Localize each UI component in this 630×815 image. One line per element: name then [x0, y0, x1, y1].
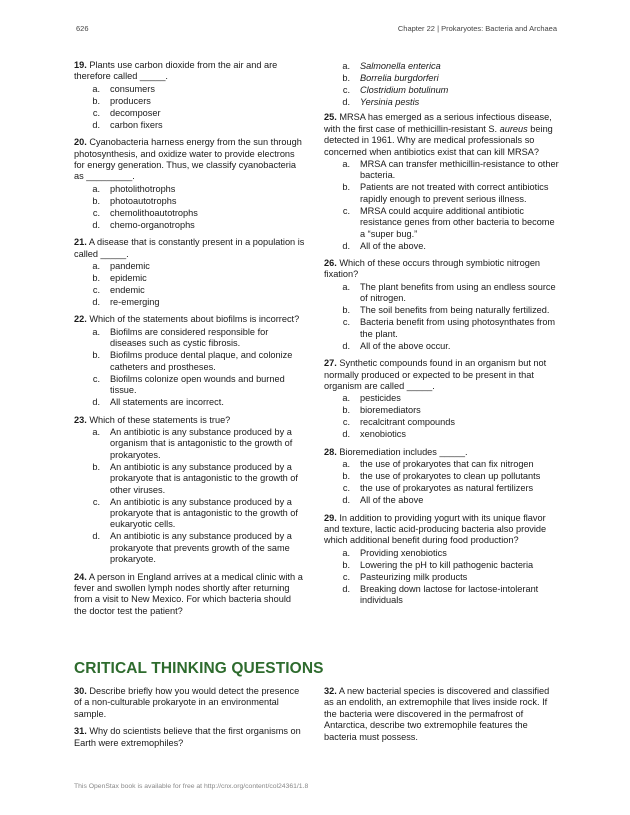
answer-option [324, 85, 560, 96]
question-stem [324, 513, 560, 547]
question-20 [74, 137, 306, 231]
answer-option [324, 471, 560, 482]
answer-option [324, 572, 560, 583]
page-number: 626 [76, 24, 89, 33]
answer-option [74, 96, 306, 107]
option-letter: b. [342, 305, 350, 316]
question-stem [324, 686, 560, 743]
answer-option [324, 393, 560, 404]
question-number: 28. [324, 446, 337, 457]
option-text: Biofilms produce dental plaque, and colonize catheters and prostheses. [110, 350, 293, 372]
question-26 [324, 258, 560, 352]
option-text: recalcitrant compounds [360, 417, 455, 428]
answer-option [324, 282, 560, 305]
answer-option [324, 317, 560, 340]
question-stem [324, 358, 560, 392]
left-column [74, 60, 306, 623]
option-text: photoautotrophs [110, 195, 177, 206]
answer-option [324, 405, 560, 416]
page-header [76, 24, 557, 33]
option-text: Providing xenobiotics [360, 547, 447, 558]
answer-option [324, 61, 560, 72]
question-text: Cyanobacteria harness energy from the sun through photosynthesis, and oxidize water to provide electrons for energy generation. Thus, we classify cyanobacteria as _________. [74, 137, 302, 182]
option-letter: a. [342, 159, 350, 170]
answer-option [74, 497, 306, 531]
option-letter: d. [92, 297, 100, 308]
option-letter: b. [92, 350, 100, 361]
answer-option [74, 220, 306, 231]
answer-option [324, 560, 560, 571]
question-text: Why do scientists believe that the first organisms on Earth were extremophiles? [74, 726, 301, 748]
option-letter: c. [342, 205, 350, 216]
question-options [74, 427, 306, 566]
question-stem [74, 686, 306, 720]
answer-option [74, 196, 306, 207]
question-options [324, 159, 560, 252]
option-text: An antibiotic is any substance produced by a prokaryote that prevents growth of the same prokaryote. [110, 531, 292, 565]
option-letter: b. [342, 559, 350, 570]
option-letter: a. [342, 459, 350, 470]
question-number: 20. [74, 137, 87, 148]
question-number: 29. [324, 512, 337, 523]
option-text: producers [110, 95, 151, 106]
option-text: the use of prokaryotes to clean up pollutants [360, 471, 541, 482]
option-letter: b. [342, 73, 350, 83]
question-22 [74, 314, 306, 408]
answer-option [74, 397, 306, 408]
question-stem [74, 137, 306, 183]
option-text: chemo-organotrophs [110, 219, 195, 230]
answer-option [74, 261, 306, 272]
question-number: 21. [74, 237, 87, 248]
question-stem [74, 237, 306, 260]
answer-option [324, 429, 560, 440]
critical-right-column [324, 686, 560, 749]
question-number: 32. [324, 686, 337, 696]
question-31 [74, 726, 306, 749]
question-24 [74, 572, 306, 618]
right-column [324, 60, 560, 613]
option-text: epidemic [110, 273, 147, 284]
question-text: Synthetic compounds found in an organism but not normally produced or expected to be present in that organism are called _____. [324, 358, 547, 391]
option-text: decomposer [110, 107, 161, 118]
answer-option [324, 495, 560, 506]
option-text: Biofilms are considered responsible for diseases such as cystic fibrosis. [110, 326, 269, 349]
option-text: Salmonella enterica [360, 61, 441, 71]
question-number: 24. [74, 571, 87, 582]
answer-option [74, 285, 306, 296]
question-options [74, 84, 306, 131]
answer-option [324, 483, 560, 494]
answer-option [74, 427, 306, 461]
option-letter: b. [342, 471, 350, 482]
option-letter: c. [92, 373, 100, 384]
option-text: MRSA could acquire additional antibiotic resistance genes from other bacteria to become a “super bug.” [360, 205, 555, 239]
option-text: All of the above occur. [360, 340, 451, 351]
option-letter: d. [342, 240, 350, 251]
question-options [74, 327, 306, 409]
option-text: carbon fixers [110, 119, 163, 130]
question-stem [74, 415, 306, 426]
option-text: Clostridium botulinum [360, 85, 449, 95]
option-text: All of the above [360, 495, 424, 506]
question-stem [74, 60, 306, 83]
answer-option [74, 462, 306, 496]
question-29 [324, 513, 560, 607]
answer-option [324, 305, 560, 316]
option-letter: b. [92, 95, 100, 106]
option-text: pandemic [110, 261, 150, 272]
question-32 [324, 686, 560, 743]
question-options [324, 393, 560, 440]
option-text: Yersinia pestis [360, 97, 420, 107]
option-text: All statements are incorrect. [110, 397, 224, 408]
question-number: 23. [74, 414, 87, 425]
question-number: 30. [74, 686, 87, 696]
option-text: pesticides [360, 393, 401, 404]
option-letter: c. [92, 107, 100, 118]
question-stem [74, 314, 306, 325]
answer-option [74, 184, 306, 195]
question-stem [74, 726, 306, 749]
option-letter: b. [342, 182, 350, 193]
question-number: 26. [324, 258, 337, 269]
question-text: A new bacterial species is discovered and classified as an endolith, an extremophile that lives inside rock. If the bacteria were discovered in the permafrost of Antarctica, describe two extremophile features the bacteria must possess. [324, 686, 550, 742]
answer-option [324, 417, 560, 428]
question-options [74, 261, 306, 308]
critical-thinking-heading: CRITICAL THINKING QUESTIONS [74, 660, 324, 677]
question-options [324, 548, 560, 607]
answer-option [74, 208, 306, 219]
question-options [74, 184, 306, 231]
chapter-title: Chapter 22 | Prokaryotes: Bacteria and Archaea [397, 24, 557, 33]
option-text: re-emerging [110, 297, 160, 308]
option-letter: c. [92, 207, 100, 218]
answer-option [324, 584, 560, 607]
option-text: MRSA can transfer methicillin-resistance to other bacteria. [360, 159, 559, 181]
option-letter: c. [342, 85, 350, 95]
question-27 [324, 358, 560, 441]
answer-option [324, 459, 560, 470]
option-text: The plant benefits from using an endless source of nitrogen. [360, 281, 556, 304]
option-letter: d. [92, 531, 100, 542]
question-23 [74, 415, 306, 566]
question-number: 31. [74, 726, 87, 737]
answer-option [74, 350, 306, 373]
answer-option [324, 97, 560, 108]
answer-option [324, 548, 560, 559]
question-number: 19. [74, 60, 87, 70]
option-text: An antibiotic is any substance produced by a prokaryote that is antagonistic to the growth of eukaryotic cells. [110, 496, 298, 530]
option-letter: d. [92, 219, 100, 230]
question-stem [74, 572, 306, 618]
option-text: The soil benefits from being naturally fertilized. [360, 305, 550, 316]
option-letter: b. [92, 273, 100, 284]
answer-option [74, 374, 306, 397]
question-text: In addition to providing yogurt with its unique flavor and texture, lactic acid-producing bacteria also provide which additional benefit during food production? [324, 512, 547, 546]
option-letter: c. [342, 571, 350, 582]
answer-option [324, 159, 560, 182]
option-text: xenobiotics [360, 429, 406, 440]
option-text: endemic [110, 285, 145, 296]
question-text: A disease that is constantly present in a population is called _____. [74, 237, 305, 259]
option-text: All of the above. [360, 240, 426, 251]
option-letter: d. [342, 97, 350, 107]
question-text: Plants use carbon dioxide from the air and are therefore called _____. [74, 60, 278, 82]
question-text: Which of these occurs through symbiotic nitrogen fixation? [324, 258, 541, 280]
question-number: 27. [324, 358, 337, 369]
option-letter: a. [92, 261, 100, 272]
answer-option [74, 297, 306, 308]
option-letter: a. [342, 61, 350, 71]
question-options [324, 282, 560, 352]
option-text: Borrelia burgdorferi [360, 73, 439, 83]
option-letter: d. [342, 340, 350, 351]
question-stem [324, 258, 560, 281]
answer-option [324, 73, 560, 84]
option-letter: c. [342, 417, 350, 428]
option-text: bioremediators [360, 405, 421, 416]
option-text: Biofilms colonize open wounds and burned tissue. [110, 373, 285, 396]
option-letter: b. [92, 461, 100, 472]
question-text: Describe briefly how you would detect the presence of a non-culturable prokaryote in an environmental sample. [74, 686, 300, 719]
question-25 [324, 112, 560, 252]
question-text: Bioremediation includes _____. [339, 446, 468, 457]
answer-option [74, 531, 306, 565]
option-text: photolithotrophs [110, 183, 176, 194]
option-letter: d. [342, 429, 350, 440]
question-text: Which of the statements about biofilms is incorrect? [89, 314, 300, 325]
answer-option [324, 182, 560, 205]
option-letter: d. [92, 397, 100, 408]
option-text: Breaking down lactose for lactose-intolerant individuals [360, 583, 539, 606]
answer-option [74, 108, 306, 119]
q24-options [324, 61, 560, 108]
option-letter: d. [342, 495, 350, 506]
answer-option [324, 241, 560, 252]
option-letter: a. [342, 393, 350, 404]
option-text: Pasteurizing milk products [360, 571, 468, 582]
question-text: A person in England arrives at a medical clinic with a fever and swollen lymph nodes shortly after returning from a visit to New Mexico. For which bacteria should the doctor test the patient? [74, 571, 303, 616]
option-text: the use of prokaryotes that can fix nitrogen [360, 459, 534, 470]
option-letter: d. [92, 119, 100, 130]
option-letter: a. [92, 83, 100, 94]
option-letter: d. [342, 583, 350, 594]
option-letter: b. [342, 405, 350, 416]
option-letter: a. [92, 326, 100, 337]
answer-option [324, 341, 560, 352]
option-letter: c. [92, 285, 100, 296]
question-options [324, 459, 560, 506]
page-footer: This OpenStax book is available for free at http://cnx.org/content/col24361/1.8 [74, 783, 309, 790]
critical-left-column [74, 686, 306, 755]
option-letter: a. [92, 183, 100, 194]
option-letter: c. [92, 496, 100, 507]
answer-option [74, 273, 306, 284]
option-text: An antibiotic is any substance produced by a organism that is antagonistic to the growth of prokaryotes. [110, 426, 293, 460]
option-letter: b. [92, 195, 100, 206]
option-letter: a. [92, 426, 100, 437]
question-stem: 25. MRSA has emerged as a serious infectious disease, with the first case of methicillin-resistant S. aureus being detected in 1961. Why are medical professionals so concerned when antibiotics exist that can kill MRSA? [324, 112, 553, 157]
question-number: 22. [74, 314, 87, 325]
answer-option [74, 120, 306, 131]
option-text: the use of prokaryotes as natural fertilizers [360, 483, 534, 494]
question-21 [74, 237, 306, 308]
question-28 [324, 447, 560, 507]
option-text: Lowering the pH to kill pathogenic bacteria [360, 559, 534, 570]
option-letter: c. [342, 317, 350, 328]
question-text: Which of these statements is true? [89, 414, 231, 425]
answer-option [74, 327, 306, 350]
question-30 [74, 686, 306, 720]
option-letter: c. [342, 483, 350, 494]
answer-option [74, 84, 306, 95]
question-number: 25. [324, 112, 337, 123]
option-text: consumers [110, 83, 155, 94]
question-stem [324, 447, 560, 458]
question-19 [74, 60, 306, 131]
option-text: An antibiotic is any substance produced by a prokaryote that is antagonistic to the growth of other viruses. [110, 461, 298, 495]
option-letter: a. [342, 547, 350, 558]
option-text: Patients are not treated with correct antibiotics rapidly enough to prevent serious illness. [360, 182, 549, 204]
option-text: chemolithoautotrophs [110, 207, 198, 218]
answer-option [324, 206, 560, 240]
option-text: Bacteria benefit from using photosynthates from the plant. [360, 317, 556, 339]
option-letter: a. [342, 281, 350, 292]
